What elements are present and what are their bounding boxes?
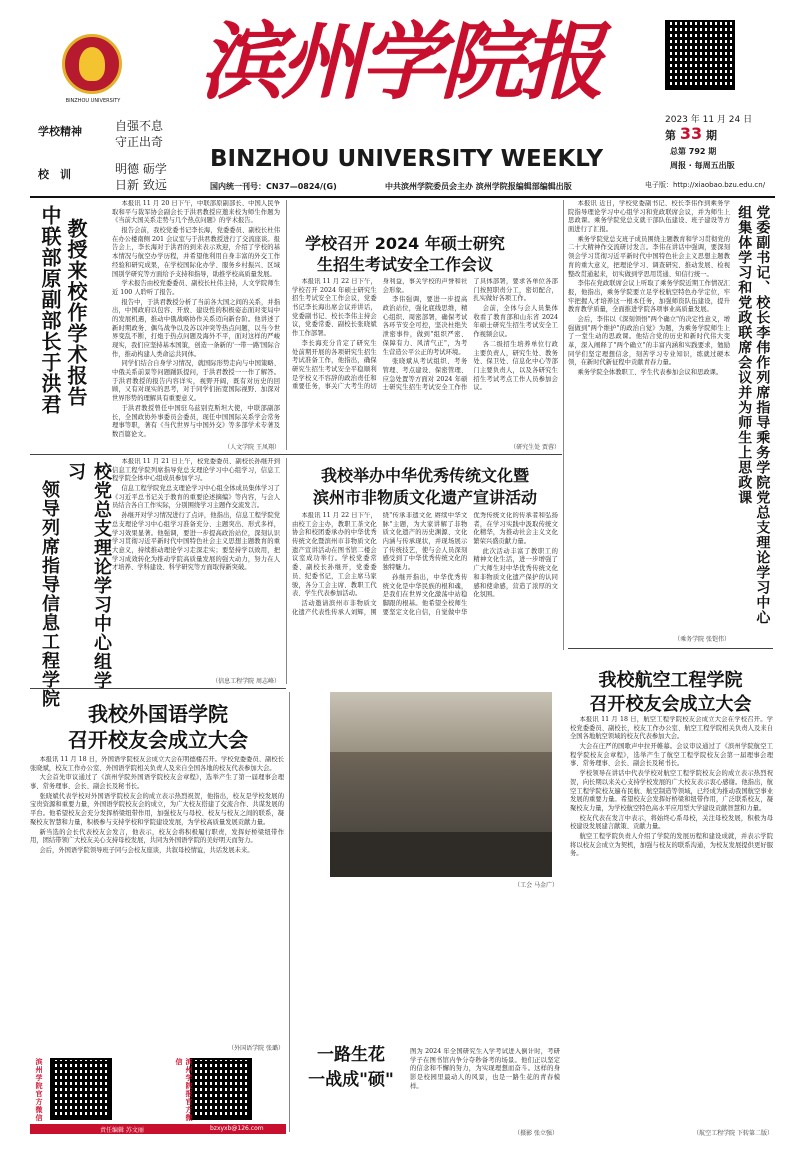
photo-feature-headline-2: 一战成"硕" — [308, 1070, 394, 1090]
a2-p6: 各二级招生培养单位行政主要负责人，研究生处、教务处、保卫处、信息化中心等部门主要负责人，以及各研究生招生考试考点工作人员参加会议。 — [473, 340, 558, 392]
a5-p2: 活动邀请滨州市非物质文化遗产代表性传承人刘辉，围绕"传承非遗文化 赓续中华文脉"主题，为大家讲解了非物质文化遗产的历史渊源、文化内涵与传承现状，并现场展示了传统技艺，使与会人员深刻感受到了中华优秀传统文化的独特魅力。 — [292, 512, 468, 616]
a1-p4: 报告中，于洪君教授分析了当前各大国之间的关系，并指出，中国政府以包容、开放、建设性的积极姿态面对变局中的发展机遇，推动中俄战略协作关系迈向新台阶。他讲述了新时期政务、偶鸟战争以及苏以冲突等热点问题，以当今世界变乱不断，打炮于热点问题及海外不平，面对这样的严峻现实，我们应坚持基本国策，创造一条新的'一带一路'国际合作，推动构建人类命运共同体。 — [112, 298, 280, 358]
a7-p4: 校友代表在发言中表示，将始终心系母校，关注母校发展，积极为母校建设发展建言献策、贡献力量。 — [570, 814, 773, 831]
total-issue: 总第 792 期 — [670, 147, 717, 156]
divider — [289, 692, 290, 1132]
email-link[interactable]: 电子版：http://xiaobao.bzu.edu.cn/ — [645, 181, 766, 189]
a3-headline: 党委副书记、校长李伟作列席指导乘务学院党总支理论学习中心组集体学习和党政联席会议并为师生上思政课 — [736, 205, 771, 625]
a2-p5: 会前，全体与会人员集体收看了教育部和山东省 2024 年硕士研究生招生考试安全工作视频会议。 — [473, 305, 558, 339]
a7-p1: 本报讯 11 月 18 日，航空工程学院校友会成立大会在学校召开。学校党委委员、副校长，校友工作办公室、航空工程学院相关负责人及来自全国各地航空领域的校友代表参加大会。 — [570, 716, 773, 741]
footer-bar — [30, 1124, 286, 1134]
a3-p3: 李伟在党政联席会议上听取了乘务学院近期工作情况汇报，他指出，乘务学院要立足学校航空特色办学定位，牢牢把握人才培养这一根本任务，加强师资队伍建设，提升教育教学质量，全面推进学院各项事业高质量发展。 — [568, 280, 730, 314]
a6-p5: 会后，外国语学院领导班子同与会校友座谈，共叙母校情谊，共话发展未来。 — [39, 846, 254, 854]
motto-spirit-2: 守正出奇 — [115, 135, 164, 149]
photo-feature-headline-1: 一路生花 — [317, 1045, 385, 1065]
a4-p3: 孙继开对学习情况进行了点评，他指出，信息工程学院党总支理论学习中心组学习准备充分、主题突出、形式多样，学习效果显著。他强调，要进一步提高政治站位，深刻认识学习贯彻习近平新时代中国特色社会主义思想主题教育的重大意义，持续推动理论学习走深走实；要坚持学以致用，把学习成效转化为推动学院高质量发展的强大动力，努力在人才培养、学科建设、科学研究等方面取得新突破。 — [112, 512, 280, 572]
a1-headline-1: 中联部原副部长于洪君 — [38, 205, 62, 415]
a2-headline: 学校召开 2024 年硕士研究生招生考试安全工作会议 — [305, 234, 505, 274]
a1-p3: 学术报告由校党委委员、副校长杜伟主持，人文学院师生近 100 人聆听了报告。 — [112, 280, 280, 296]
a6-p3: 张晓斌代表学校对外国语学院校友会的成立表示热烈祝贺，他指出，校友是学校发展的宝贵资源和重要力量，外国语学院校友会的成立，为广大校友搭建了交流合作、共谋发展的平台。他希望校友会充分发挥桥梁纽带作用，加强校友与母校、校友与校友之间的联系，凝聚校友智慧和力量，积极参与支持学校和学院建设发展，为学校高质量发展贡献力量。 — [30, 792, 284, 826]
a1-body — [112, 200, 280, 440]
logo-emblem-icon — [79, 47, 105, 81]
a3-byline: （乘务学院 张铠伟） — [674, 636, 730, 643]
a5-headline-2: 滨州市非物质文化遗产宣讲活动 — [312, 488, 537, 507]
a2-p1: 本报讯 11 月 22 日下午，学校召开 2024 年硕士研究生招生考试安全工作会议，党委书记李长海出席会议并讲话，党委副书记、校长李伟主持会议，党委常委、副校长张晓斌作工作部署。 — [292, 278, 377, 338]
motto-motto-1: 明德 砺学 — [115, 162, 167, 176]
a2-p4: 张晓斌从考试组织、考务管理、考点建设、保密管理、应急处置等方面对 2024 年硕士研究生招生考试安全工作作了具体部署，要求各单位各部门按照职责分工，密切配合，扎实做好各项工作。 — [382, 278, 558, 392]
library-study-photo — [330, 692, 552, 877]
frequency: 周报 · 每周五出版 — [670, 161, 735, 170]
issue-number — [665, 124, 717, 143]
masthead — [0, 0, 800, 228]
divider — [563, 200, 564, 650]
a5-body — [292, 512, 558, 692]
issue-no: 33 — [679, 124, 703, 143]
university-logo — [62, 34, 122, 94]
a6-headline-2: 召开校友会成立大会 — [68, 728, 248, 752]
a4-headline-1: 校党总支理论学习中心组学习 — [65, 462, 112, 690]
a7-p3: 学校领导在讲话中代表学校对航空工程学院校友会的成立表示热烈祝贺，向长期以来关心支持学校发展的广大校友表示衷心感谢。他指出，航空工程学院校友遍布民航、航空制造等领域，已经成为推动我国航空事业发展的重要力量。希望校友会发挥好桥梁和纽带作用，广泛联系校友，凝聚校友力量，为学校航空特色高水平应用型大学建设贡献智慧和力量。 — [570, 770, 773, 812]
a2-p2: 李长海充分肯定了研究生处前期开展的各项研究生招生考试准备工作，他指出，确保研究生招生考试安全平稳顺利是学校义不容辞的政治责任和重要任务，事关广大考生的切身利益，事关学校的声誉和社会形象。 — [292, 278, 468, 391]
sponsor-line: 中共滨州学院委员会主办 滨州学院报编辑部编辑出版 — [385, 182, 572, 191]
newspaper-title: 滨州学院报 — [200, 12, 601, 111]
a6-body — [30, 756, 284, 1040]
a3-p1: 本报讯 近日，学校党委副书记、校长李伟作到乘务学院指导理论学习中心组学习和党政联席会议，并为师生上思政课。乘务学院党总支就干部队伍建设、班子建设等方面进行了汇报。 — [568, 200, 730, 234]
a1-byline: （人文学院 王凤翔） — [224, 444, 280, 451]
masthead-rule — [30, 196, 775, 198]
a1-headline-2: 教授来校作学术报告 — [64, 218, 88, 407]
issue-unit: 期 — [705, 129, 717, 142]
a4-p2: 信息工程学院党总支理论学习中心组全体成员集体学习了《习近平总书记关于教育的重要论述摘编》等内容，与会人员结合各自工作实际，分别围绕学习主题作交流发言。 — [112, 485, 280, 510]
a6-p1: 本报讯 11 月 18 日，外国语学院校友会成立大会在明德楼召开。学校党委委员、副校长张晓斌，校友工作办公室、外国语学院相关负责人及来自全国各地的校友代表参加大会。 — [30, 756, 284, 772]
a7-byline: （航空工程学院 下转第二版） — [693, 1130, 773, 1137]
issn-line: 国内统一刊号：CN37—0824/(G) — [210, 182, 337, 191]
a5-p3: 孙继开指出，中华优秀传统文化是中华民族的根和魂，是我们在世界文化激荡中站稳脚跟的根基。他希望全校师生要坚定文化自信，自觉做中华优秀传统文化的传承者和弘扬者，在学习实践中汲取传统文化精华，为推动社会主义文化繁荣兴盛贡献力量。 — [382, 512, 558, 616]
a2-p3: 李伟强调，要进一步提高政治站位，强化底线思维，精心组织、周密部署，确保考试各环节安全可控，坚决杜绝失泄密事件，做到"组织严密、保障有力、风清气正"，为考生营造公平公正的考试环境。 — [382, 296, 468, 356]
divider — [286, 200, 287, 450]
motto-label-spirit: 学校精神 — [38, 125, 82, 138]
editor-email[interactable]: bzxyxb@126.com — [210, 1125, 264, 1132]
divider — [30, 454, 562, 455]
a1-p2: 报告会前，我校党委书记李长海，党委委员、副校长杜伟在办公楼南侧 201 会议室与于洪君教授进行了交流座谈。报告会上，李长海对于洪君的到来表示欢迎，介绍了学校的基本情况与航空办学历程，并希望他利用自身丰富的外交工作经验和研究成果，在学校国际化办学、服务乡村振兴、区域国别学研究等方面给予支持和指导，助推学校高质量发展。 — [112, 227, 280, 278]
masthead-qr-code — [665, 20, 735, 90]
wechat-qr-right[interactable] — [190, 1058, 252, 1120]
qr-right-label: 滨州学院报官方微信 — [175, 1058, 193, 1122]
photo-feature-caption: 图为 2024 年全国研究生入学考试进入倒计时，考研学子在图书馆内争分夺秒备考的场景。他们正以坚定的信念和不懈的努力，为实现理想而奋斗。这样的身影是校园里最动人的风景，也是一路生花的青春模样。 — [410, 1048, 560, 1090]
editor-credit: 责任编辑 苏文丽 — [100, 1127, 144, 1134]
issue-date: 2023 年 11 月 24 日 — [665, 115, 753, 125]
a6-p4: 新当选的会长代表校友会发言，他表示，校友会将积极履行职责，发挥好桥梁纽带作用，团结带领广大校友关心支持母校发展，共同为外国语学院的美好明天而努力。 — [30, 828, 284, 845]
a7-headline-1: 我校航空工程学院 — [598, 670, 743, 691]
a7-p2: 大会在庄严的国歌声中拉开帷幕。会议审议通过了《滨州学院航空工程学院校友会章程》，选举产生了航空工程学院校友会第一届理事会理事、常务理事、会长、副会长及秘书长。 — [570, 743, 773, 768]
wechat-qr-left[interactable] — [50, 1058, 112, 1120]
newspaper-title-en: BINZHOU UNIVERSITY WEEKLY — [210, 146, 604, 172]
photo-window — [330, 692, 552, 752]
a1-p6: 于洪君教授曾任中国驻乌兹别克斯坦大使，中联部副部长，全国政协外事委员会委员，现任中国国际关系学会常务理事等职，著有《当代世界与中国外交》等多部学术专著及数百篇论文。 — [112, 404, 280, 438]
a4-body — [112, 458, 280, 676]
a5-p4: 此次活动丰富了教职工的精神文化生活，进一步增强了广大师生对中华优秀传统文化和非物质文化遗产保护的认同感和使命感，营造了浓厚的文化氛围。 — [473, 547, 558, 599]
a5-headline-1: 我校举办中华优秀传统文化暨 — [320, 466, 529, 485]
a4-headline-2: 领导列席指导信息工程学院 — [39, 480, 60, 708]
photo-feature-byline: （摄影 张立强） — [514, 1130, 558, 1137]
a1-p1: 本报讯 11 月 20 日下午，中联部原副部长、中国人民争取和平与裁军协会副会长于洪君教授应邀来校为师生作题为《当前大国关系走势与几个热点问题》的学术报告。 — [112, 200, 280, 225]
divider — [30, 688, 286, 689]
divider — [568, 648, 773, 649]
qr-left-label: 滨州学院官方微信 — [35, 1058, 43, 1122]
a4-byline: （信息工程学院 周志峰） — [212, 678, 280, 685]
a3-p2: 乘务学院党总支班子成员围绕主题教育和学习贯彻党的二十大精神作交流研讨发言。李伟在讲话中强调，要深刻领会学习贯彻习近平新时代中国特色社会主义思想主题教育的重大意义，把理论学习、调查研究、推动发展、检视整改贯通起来，切实做到学思用贯通、知信行统一。 — [568, 235, 730, 278]
issue-label: 第 — [665, 129, 676, 142]
a6-byline: （外国语学院 张璐） — [228, 1045, 284, 1052]
motto-label-motto: 校 训 — [38, 168, 71, 181]
a3-p5: 乘务学院全体教职工、学生代表参加会议和思政课。 — [577, 369, 723, 377]
a2-body — [292, 278, 558, 440]
a7-body — [570, 716, 773, 1126]
divider — [286, 458, 287, 684]
a6-p2: 大会首先审议通过了《滨州学院外国语学院校友会章程》，选举产生了第一届理事会理事、常务理事、会长、副会长及秘书长。 — [30, 774, 284, 791]
a5-byline: （工会 马金广） — [514, 882, 558, 889]
motto-spirit-1: 自强不息 — [115, 119, 164, 133]
photo-feature-headline — [296, 1040, 406, 1090]
a3-p4: 会后，李伟以《深刻领悟"两个确立"的决定性意义，增强做到"两个维护"的政治自觉》为题，为乘务学院师生上了一堂生动的思政课。他结合党的历史和新时代伟大变革，深入阐释了"两个确立"的丰富内涵和实践要求，勉励同学们坚定理想信念，刻苦学习专业知识，练就过硬本领，在新时代新征程中贡献青春力量。 — [568, 315, 730, 367]
a5-p1: 本报讯 11 月 22 日下午，由校工会主办，教职工茶文化协会和校团委承办的中华优秀传统文化暨滨州市非物质文化遗产宣讲活动在图书馆二楼会议室成功举行。学校党委常委、副校长孙继开，党委委员、纪委书记，工会主席马家骏，各分工会主席、教职工代表、学生代表参加活动。 — [292, 512, 377, 598]
a4-p1: 本报讯 11 月 21 日上午，校党委委员、副校长孙继开到信息工程学院列席指导党总支理论学习中心组学习，信息工程学院全体中心组成员参加学习。 — [112, 458, 280, 483]
a3-body — [568, 200, 730, 630]
a7-p5: 航空工程学院负责人介绍了学院的发展历程和建设成就，并表示学院将以校友会成立为契机，加强与校友的联系沟通，为校友发展提供更好服务。 — [570, 832, 773, 858]
a1-p5: 同学们结合自身学习情况，就国际形势走向与中国策略、中俄关系前景等问题踊跃提问，于洪君教授一一作了解答。于洪君教授的报告内容详实，视野开阔，既有对历史的回顾，又有对现实的思考，对于同学们拓宽国际视野、加深对世界形势的理解具有重要意义。 — [112, 360, 280, 403]
logo-text: BINZHOU UNIVERSITY — [65, 98, 121, 104]
a6-headline-1: 我校外国语学院 — [88, 702, 228, 726]
a2-byline: （研究生处 贾蓉） — [510, 444, 560, 451]
a7-headline-2: 召开校友会成立大会 — [589, 694, 752, 715]
motto-motto-2: 日新 致远 — [115, 178, 167, 192]
photo-desk — [330, 832, 552, 877]
